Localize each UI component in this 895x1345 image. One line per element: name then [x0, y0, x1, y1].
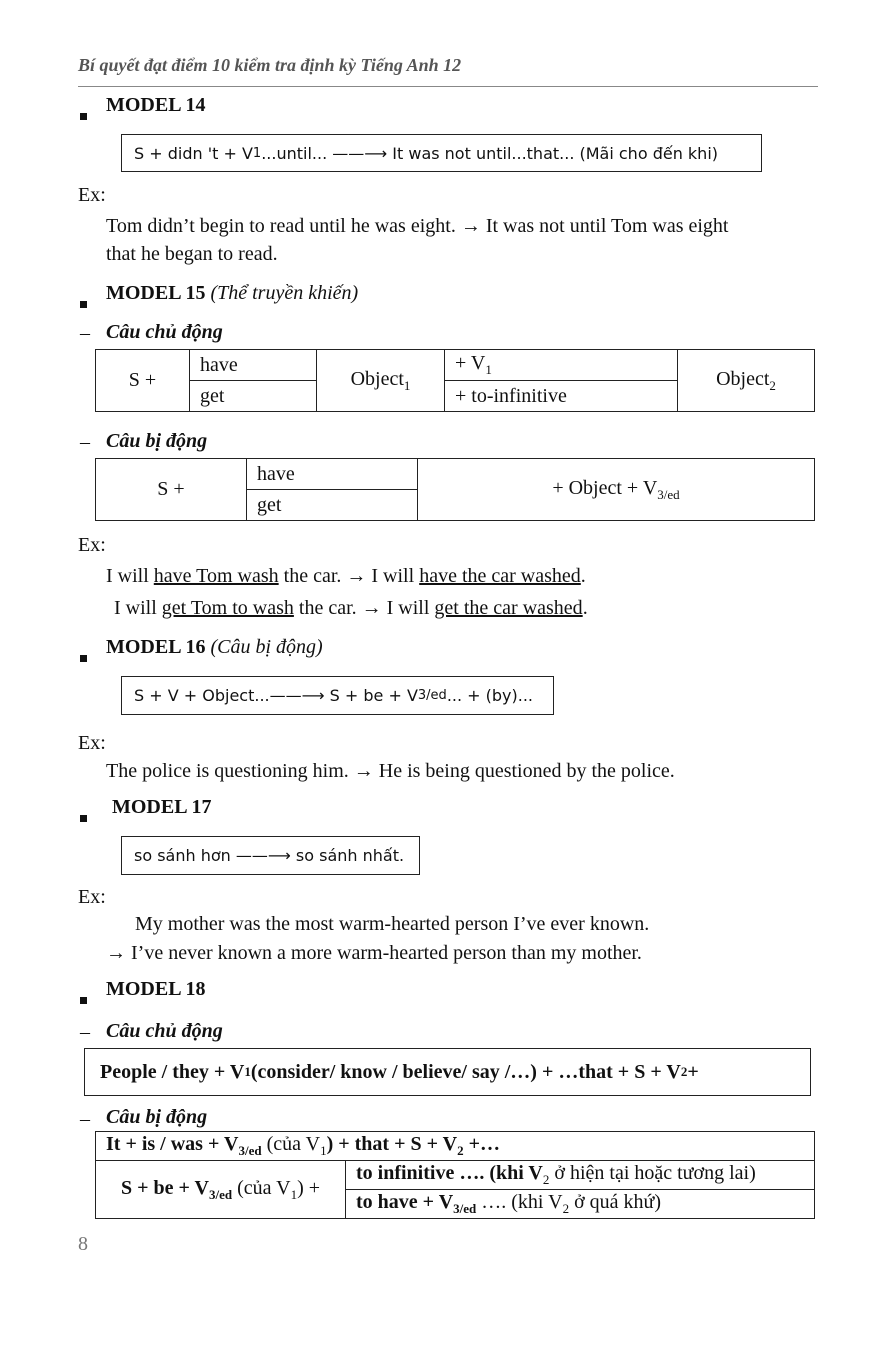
model-14-example-line1: Tom didn’t begin to read until he was eight. → It was not until Tom was eight	[106, 215, 729, 237]
cell-s-be-form: S + be + $V_{3/ed}$ (của $V_1$) +	[96, 1161, 346, 1219]
cell-subject: S +	[96, 459, 247, 521]
model-18-title: MODEL 18	[106, 978, 206, 1000]
dash-icon: –	[80, 431, 90, 453]
model-15-title: MODEL 15	[106, 282, 206, 304]
cell-object1: Object$_1$	[317, 350, 445, 412]
model-16-example: The police is questioning him. → He is being questioned by the police.	[106, 760, 675, 782]
model-15-active-label: Câu chủ động	[106, 321, 223, 343]
model-15-heading	[106, 282, 358, 305]
model-16-ex-label: Ex:	[78, 732, 106, 754]
bullet-icon	[80, 805, 87, 828]
model-15-example-2: I will get Tom to wash the car. → I will get the car washed.	[114, 597, 588, 619]
model-14-formula-sub: 1	[252, 145, 262, 161]
model-15-passive-label: Câu bị động	[106, 430, 208, 452]
cell-option-to-have: to have + $V_{3/ed}$ …. (khi $V_2$ ở quá khứ)	[346, 1190, 815, 1219]
model-17-ex-label: Ex:	[78, 886, 106, 908]
model-14-title: MODEL 14	[106, 94, 206, 116]
model-16-heading	[106, 636, 323, 659]
bullet-icon	[80, 291, 87, 314]
running-header: Bí quyết đạt điểm 10 kiểm tra định kỳ Tiếng Anh 12	[78, 55, 462, 75]
bullet-icon	[80, 987, 87, 1010]
model-15-active-table	[95, 349, 815, 412]
model-16-formula-box: S + V + Object...——⟶ S + be + V 3/ed ... + (by)...	[121, 676, 554, 715]
dash-icon: –	[80, 322, 90, 344]
model-17-example-line2: → I’ve never known a more warm-hearted person than my mother.	[106, 942, 642, 964]
model-18-passive-label: Câu bị động	[106, 1106, 208, 1128]
model-14-ex-label: Ex:	[78, 184, 106, 206]
cell-get: get	[190, 381, 317, 412]
model-16-title: MODEL 16	[106, 636, 206, 658]
cell-v1: + $V_1$	[445, 350, 678, 381]
model-18-active-formula-box: People / they + V 1 (consider/ know / believe/ say /…) + …that + S + V 2 +	[84, 1048, 811, 1096]
dash-icon: –	[80, 1108, 90, 1130]
model-17-title: MODEL 17	[112, 796, 212, 818]
cell-object2: Object$_2$	[678, 350, 815, 412]
model-14-formula-rest: ...until... ——⟶ It was not until...that... (Mãi cho đến khi)	[261, 143, 719, 163]
page-number: 8	[78, 1233, 88, 1255]
bullet-icon	[80, 645, 87, 668]
model-18-active-label: Câu chủ động	[106, 1020, 223, 1042]
bullet-icon	[80, 103, 87, 126]
header-divider	[78, 86, 818, 87]
dash-icon: –	[80, 1021, 90, 1043]
model-17-formula-box: so sánh hơn ——⟶ so sánh nhất.	[121, 836, 420, 875]
model-18-passive-table	[95, 1131, 815, 1219]
cell-have: have	[190, 350, 317, 381]
model-15-subtitle: (Thể truyền khiến)	[210, 282, 359, 304]
model-14-formula: S + didn 't + V	[134, 143, 253, 163]
model-17-example-line1: My mother was the most warm-hearted person I’ve ever known.	[135, 913, 650, 935]
cell-option-to-infinitive: to infinitive …. (khi $V_2$ ở hiện tại hoặc tương lai)	[346, 1161, 815, 1190]
model-15-ex-label: Ex:	[78, 534, 106, 556]
model-15-passive-table	[95, 458, 815, 521]
cell-it-form: It + is / was + $V_{3/ed}$ (của $V_1$) + that + $S + V_2$ +…	[96, 1132, 815, 1161]
cell-to-infinitive: + to-infinitive	[445, 381, 678, 412]
cell-subject: S +	[96, 350, 190, 412]
model-14-formula-box	[121, 134, 762, 172]
cell-result: + Object + $V_{3/ed}$	[418, 459, 815, 521]
model-16-subtitle: (Câu bị động)	[210, 636, 323, 658]
cell-have: have	[247, 459, 418, 490]
cell-get: get	[247, 490, 418, 521]
model-14-example-line2: that he began to read.	[106, 243, 278, 265]
model-15-example-1: I will have Tom wash the car. → I will have the car washed.	[106, 565, 586, 587]
